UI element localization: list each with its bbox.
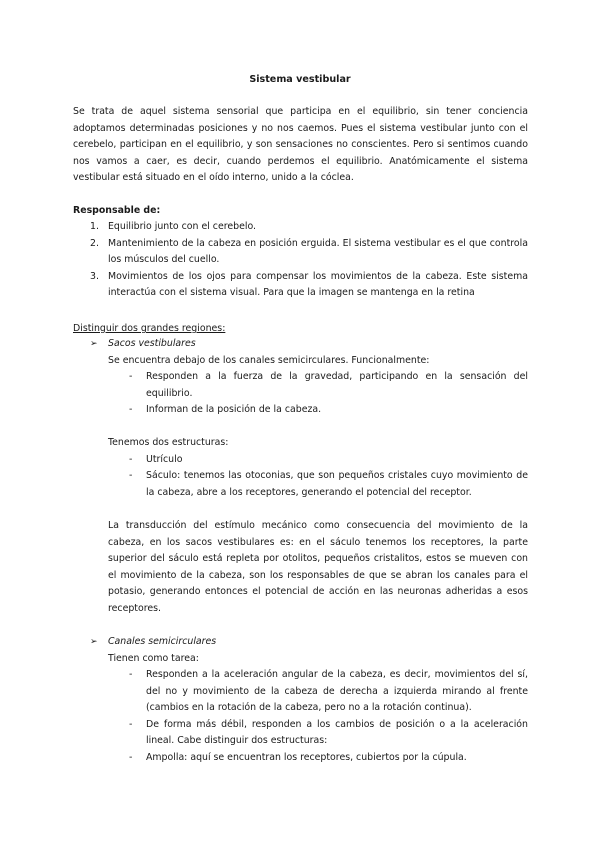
- dash-bullet: -: [129, 751, 133, 763]
- sacos-title-text: Sacos vestibulares: [108, 338, 196, 349]
- sacos-intro: Se encuentra debajo de los canales semicirculares. Funcionalmente:: [108, 354, 430, 366]
- list-item-text: De forma más débil, responden a los cambios de posición o a la aceleración lineal. Cabe distinguir dos estructuras:: [146, 718, 528, 746]
- list-number: 3.: [90, 270, 99, 282]
- responsable-heading: Responsable de:: [73, 205, 161, 216]
- list-item: [73, 269, 528, 302]
- dash-bullet: -: [129, 470, 133, 481]
- canales-title: [73, 634, 528, 651]
- list-item-text: Responden a la aceleración angular de la cabeza, es decir, movimientos del sí, del no y movimiento de la cabeza de derecha a izquierda mirando al frente (cambios en la rotación de la cabeza, pero no a la rotación continua).: [146, 669, 528, 713]
- sacos-functions-list: [73, 369, 528, 419]
- list-item: [73, 468, 528, 501]
- list-item-text: Movimientos de los ojos para compensar los movimientos de la cabeza. Este sistema interactúa con el sistema visual. Para que la imagen se mantenga en la retina: [108, 270, 528, 298]
- list-number: 2.: [90, 237, 99, 249]
- list-item: [73, 750, 528, 767]
- list-item: [73, 369, 528, 402]
- list-item-text: Equilibrio junto con el cerebelo.: [108, 221, 257, 232]
- list-item: [73, 667, 528, 717]
- list-item: [73, 452, 528, 469]
- structures-list: [73, 452, 528, 502]
- structures-intro: Tenemos dos estructuras:: [108, 437, 229, 448]
- canales-tasks-list: [73, 667, 528, 766]
- list-item-text: Responden a la fuerza de la gravedad, participando en la sensación del equilibrio.: [146, 371, 528, 399]
- list-item: [73, 402, 528, 419]
- arrow-bullet-icon: ➢: [90, 339, 98, 349]
- list-item-text: Utrículo: [146, 453, 183, 465]
- list-item: [73, 219, 528, 236]
- structures-section: [73, 435, 528, 501]
- list-item: [73, 236, 528, 269]
- list-item-text: Ampolla: aquí se encuentran los receptores, cubiertos por la cúpula.: [146, 751, 467, 763]
- intro-paragraph: Se trata de aquel sistema sensorial que participa en el equilibrio, sin tener conciencia adoptamos determinadas posiciones y no nos caemos. Pues el sistema vestibular junto con el cerebelo, participan en el equilibrio, y son sensaciones no conscientes. Pero si sentimos cuando nos vamos a caer, es decir, cuando perdemos el equilibrio. Anatómicamente el sistema vestibular está situado en el oído interno, unido a la cóclea.: [73, 106, 528, 183]
- canales-section: [73, 634, 528, 766]
- canales-intro: Tienen como tarea:: [108, 652, 199, 664]
- sacos-title: [73, 336, 528, 353]
- arrow-bullet-icon: ➢: [90, 637, 98, 647]
- transduction-section: [73, 518, 528, 617]
- regions-heading: Distinguir dos grandes regiones:: [73, 323, 226, 334]
- dash-bullet: -: [129, 669, 133, 680]
- dash-bullet: -: [129, 718, 133, 730]
- transduction-paragraph: La transducción del estímulo mecánico como consecuencia del movimiento de la cabeza, en los sacos vestibulares es: en el sáculo tenemos los receptores, la parte superior del sáculo está repleta por otolitos, pequeños cristalitos, estos se mueven con el movimiento de la cabeza, son los responsables de que se abran los canales para el potasio, generando entonces el potencial de acción en las neuronas adheridas a esos receptores.: [108, 520, 528, 614]
- list-item-text: Informan de la posición de la cabeza.: [146, 404, 322, 415]
- dash-bullet: -: [129, 453, 133, 465]
- responsable-list: [73, 219, 528, 302]
- list-item-text: Mantenimiento de la cabeza en posición erguida. El sistema vestibular es el que controla los músculos del cuello.: [108, 237, 528, 265]
- list-item: [73, 717, 528, 750]
- page-title: Sistema vestibular: [249, 74, 351, 85]
- dash-bullet: -: [129, 404, 133, 415]
- list-number: 1.: [90, 221, 99, 232]
- sacos-section: [73, 336, 528, 419]
- canales-title-text: Canales semicirculares: [108, 636, 217, 647]
- list-item-text: Sáculo: tenemos las otoconias, que son pequeños cristales cuyo movimiento de la cabeza, abre a los receptores, generando el potencial del receptor.: [146, 470, 528, 498]
- dash-bullet: -: [129, 371, 133, 382]
